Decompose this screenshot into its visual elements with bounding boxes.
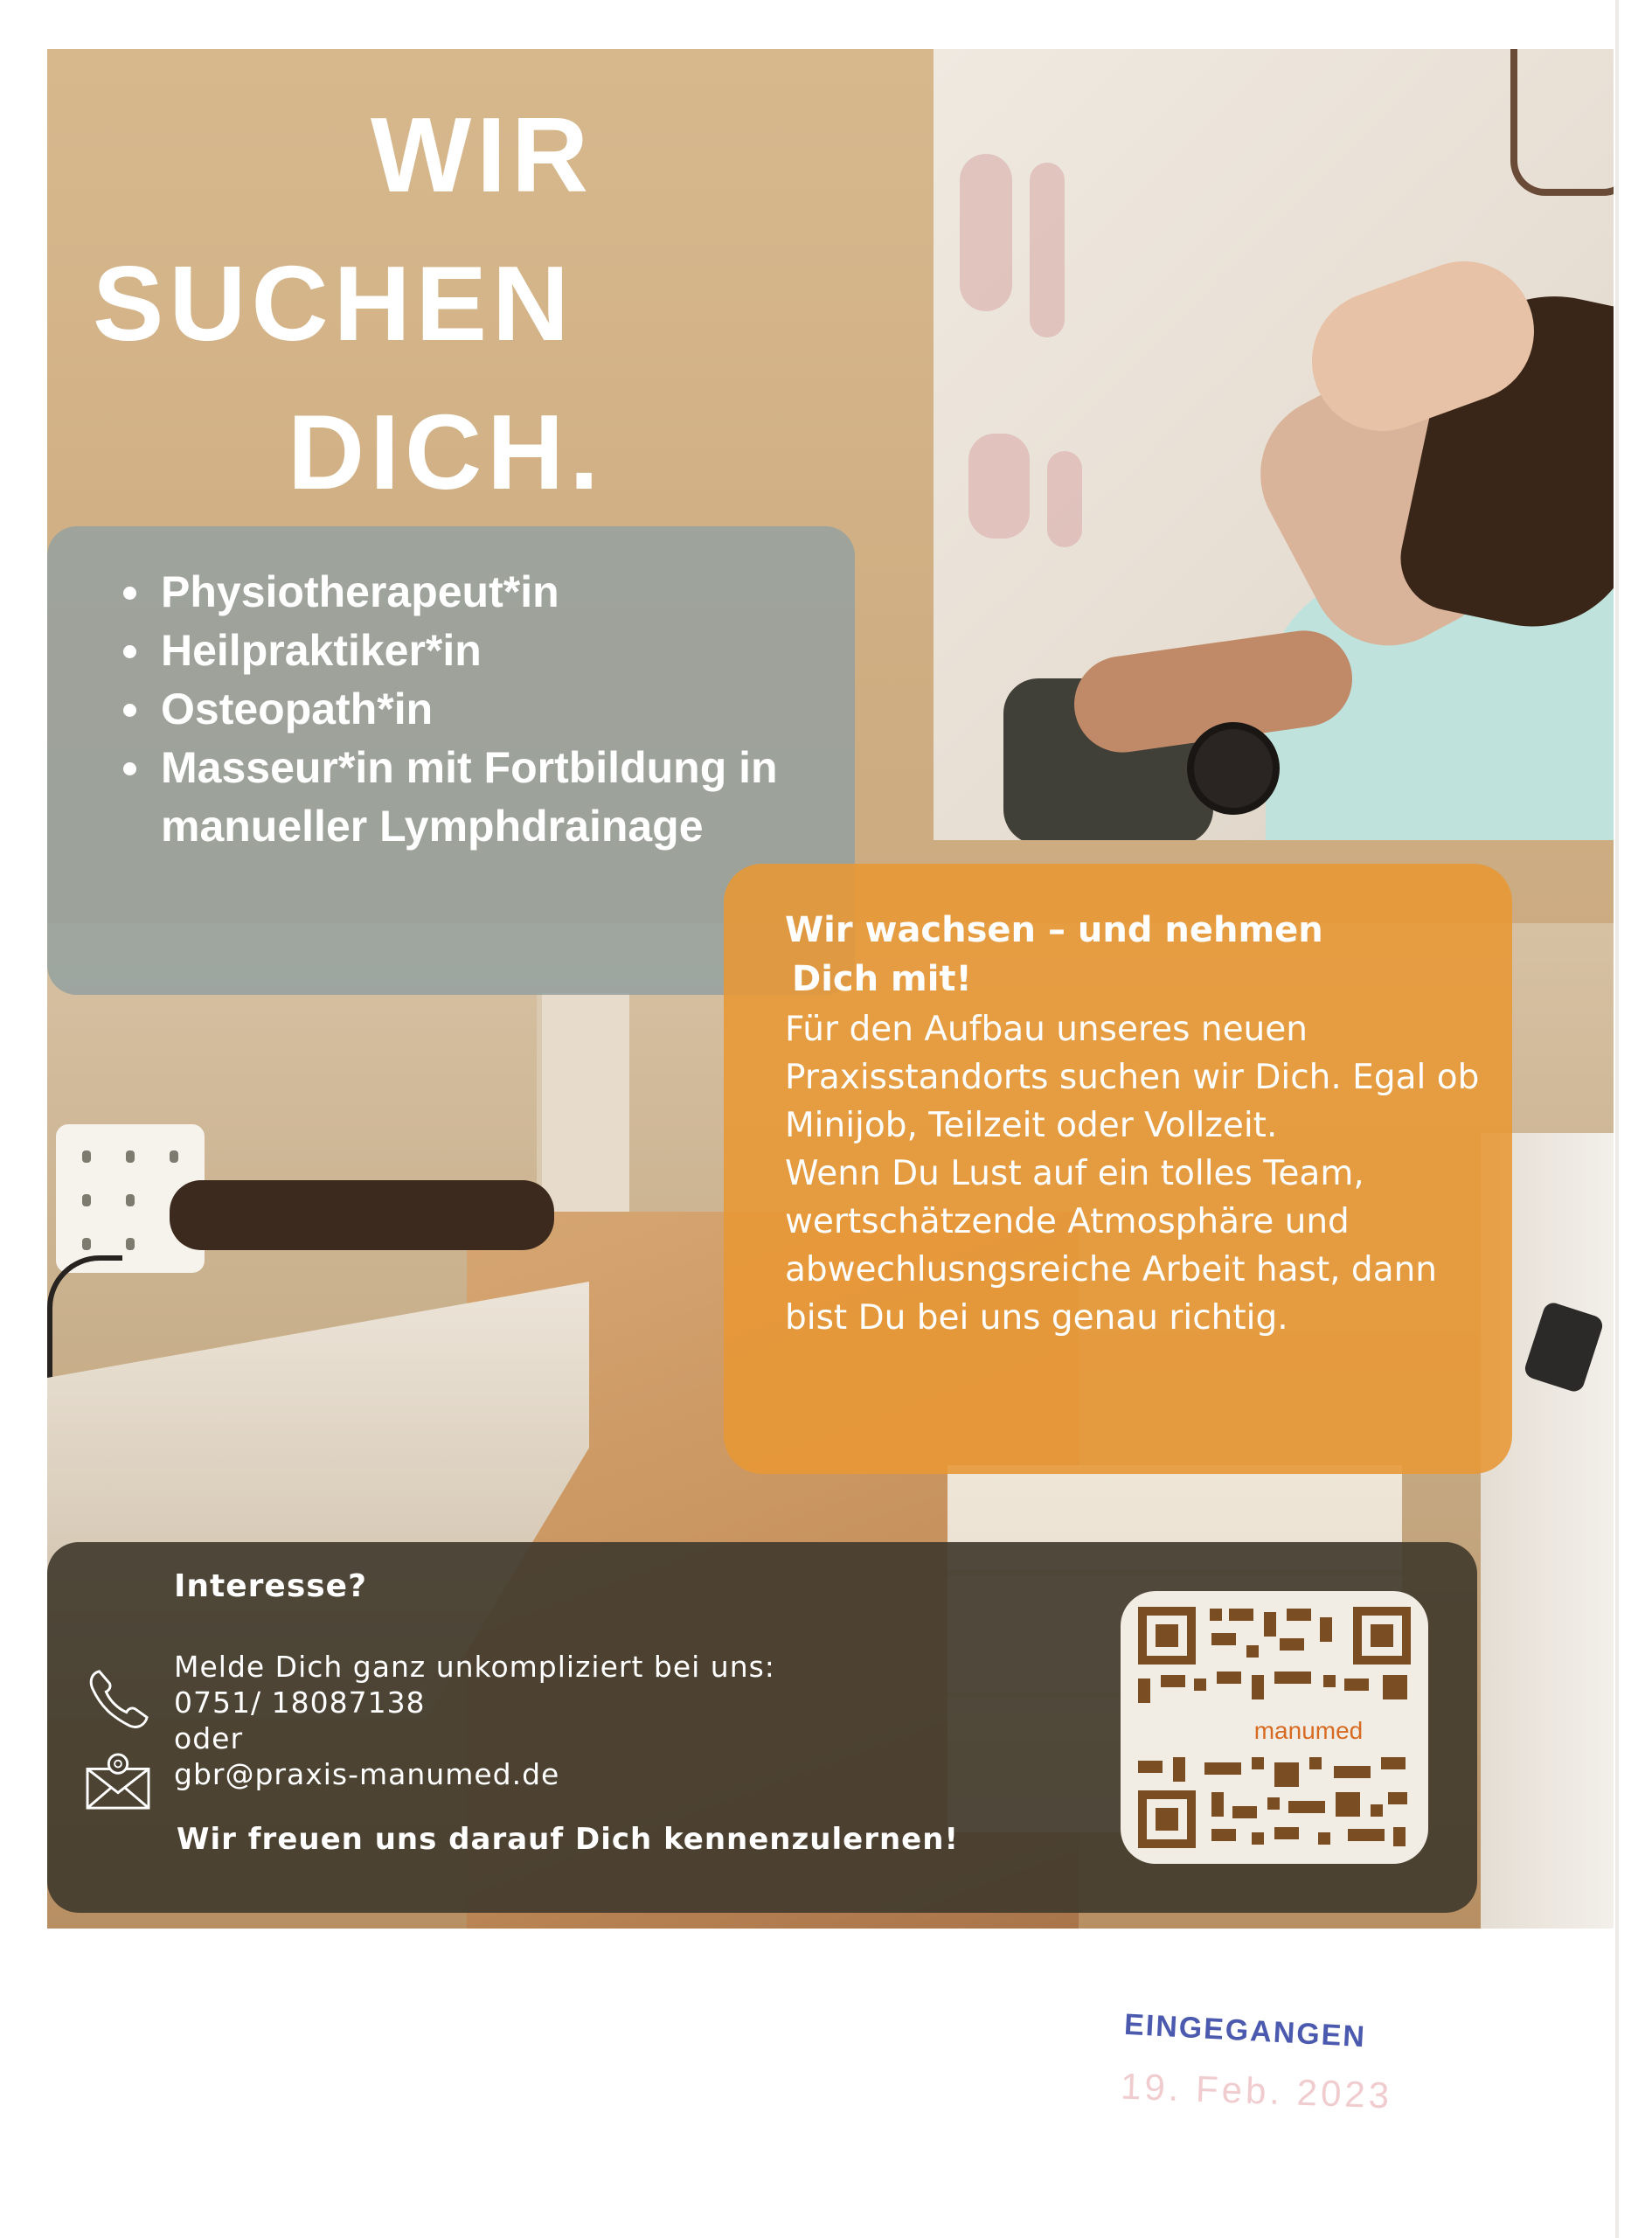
- scan-edge: [1615, 0, 1619, 2238]
- qr-code[interactable]: [1121, 1591, 1428, 1864]
- contact-box: [47, 1542, 1477, 1913]
- position-item: • Physiotherapeut*in: [156, 563, 820, 622]
- bolster-pillow-image: [170, 1180, 554, 1250]
- glasses-image: [1510, 49, 1614, 196]
- info-paragraph-1: Für den Aufbau unseres neuen Praxisstandorts suchen wir Dich. Egal ob Minijob, Teilzeit oder Vollzeit.: [785, 1010, 1480, 1145]
- contact-intro: Melde Dich ganz unkompliziert bei uns:: [174, 1650, 775, 1684]
- received-stamp-date: 19. Feb. 2023: [1120, 2065, 1393, 2116]
- contact-lines: [174, 1649, 775, 1792]
- info-paragraph-2: Wenn Du Lust auf ein tolles Team, wertschätzende Atmosphäre und abwechlusngsreiche Arbeit hast, dann bist Du bei uns genau richtig.: [785, 1154, 1438, 1338]
- contact-closing: Wir freuen uns darauf Dich kennenzulernen!: [177, 1822, 959, 1857]
- headline-line-2: SUCHEN: [93, 244, 575, 363]
- headline-line-1: WIR: [371, 95, 594, 214]
- contact-phone[interactable]: 0751/ 18087138: [174, 1685, 426, 1720]
- headline-line-3: DICH.: [288, 393, 605, 511]
- received-stamp-title: EINGEGANGEN: [1123, 2007, 1367, 2054]
- position-item: • Heilpraktiker*in: [156, 622, 820, 680]
- contact-email[interactable]: gbr@praxis-manumed.de: [174, 1757, 560, 1791]
- qr-logo-text: manumed: [1225, 1713, 1392, 1748]
- position-item: • Osteopath*in: [156, 680, 820, 739]
- phone-icon: [84, 1665, 152, 1733]
- contact-or: oder: [174, 1721, 244, 1755]
- job-flyer: [47, 49, 1614, 1929]
- contact-title: Interesse?: [174, 1568, 367, 1604]
- info-heading-line-2: Dich mit!: [792, 959, 972, 999]
- wristwatch-image: [1187, 722, 1280, 815]
- info-heading-line-1: Wir wachsen – und nehmen: [785, 910, 1323, 950]
- info-heading: [785, 906, 1481, 1004]
- positions-list: [108, 563, 820, 856]
- position-item: • Masseur*in mit Fortbildung in manueller Lymphdrainage: [156, 739, 820, 856]
- therapy-photo: [934, 49, 1614, 840]
- mail-icon: [84, 1752, 152, 1811]
- info-box: [724, 864, 1512, 1474]
